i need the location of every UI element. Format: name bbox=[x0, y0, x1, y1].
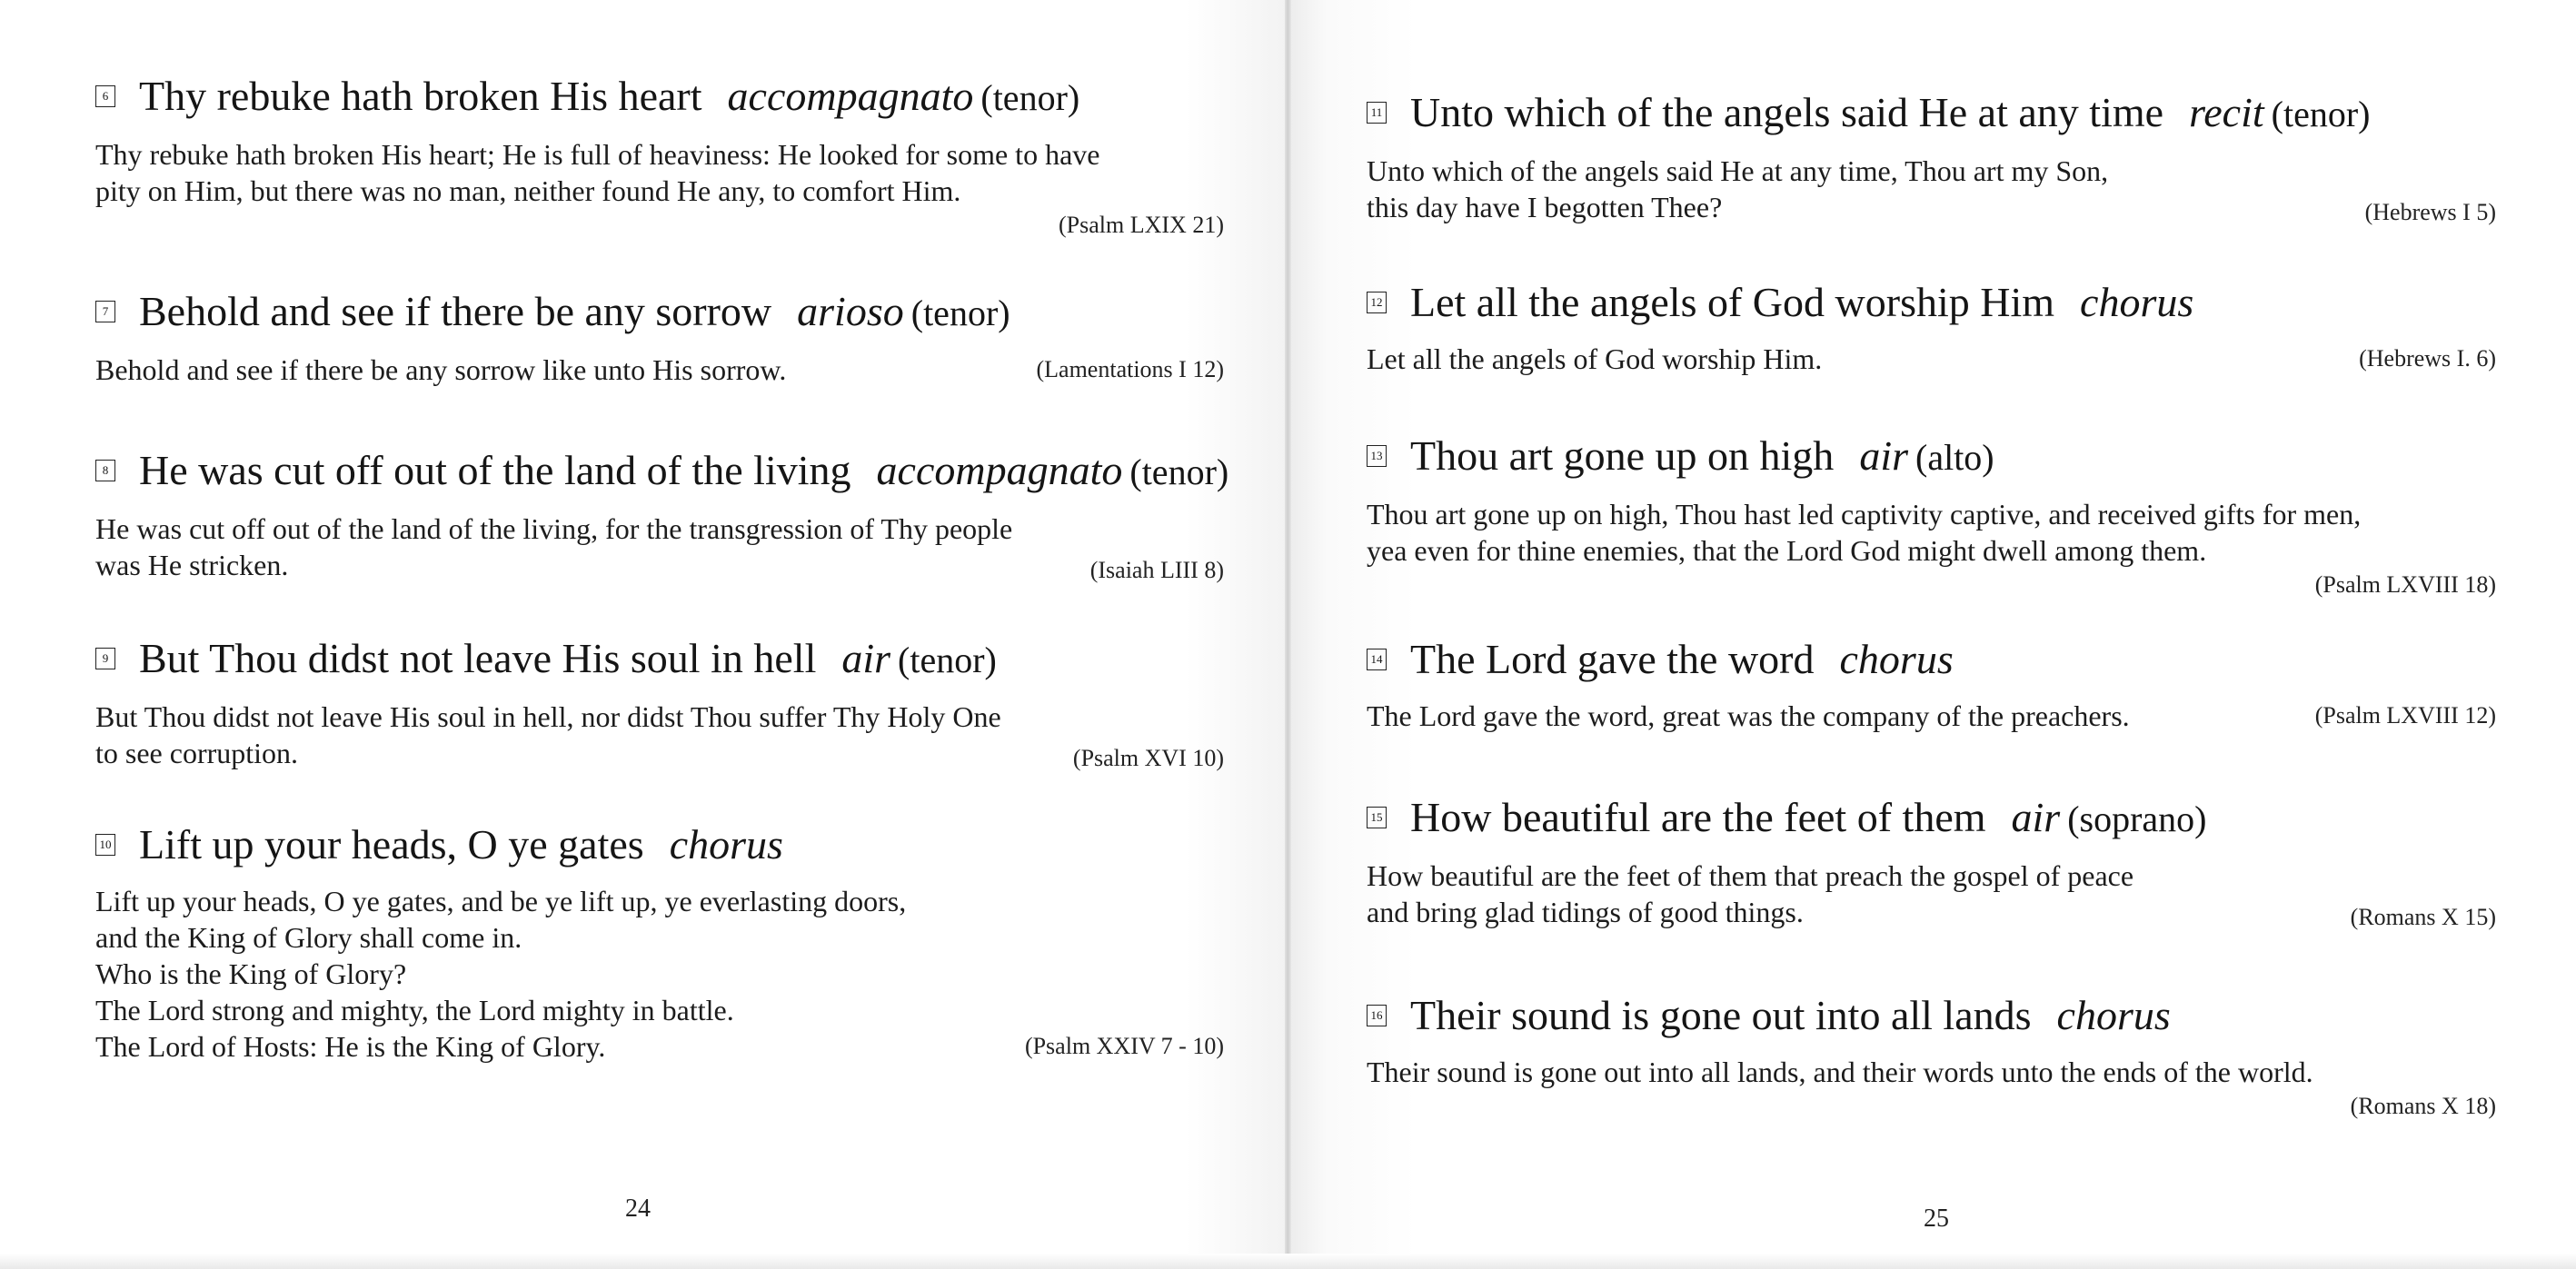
movement-number-box: 16 bbox=[1367, 1005, 1387, 1026]
movement-7 bbox=[95, 286, 1224, 388]
movement-voice: (tenor) bbox=[2271, 94, 2371, 134]
movement-text bbox=[1367, 153, 2496, 225]
movement-16 bbox=[1367, 990, 2496, 1123]
text-line-content: pity on Him, but there was no man, neither found He any, to comfort Him. bbox=[95, 174, 961, 207]
text-line bbox=[1367, 1054, 2496, 1090]
movement-title: He was cut off out of the land of the living bbox=[139, 447, 851, 493]
text-line bbox=[95, 956, 1224, 992]
movement-heading bbox=[95, 445, 1229, 498]
movement-form: chorus bbox=[1839, 636, 1954, 682]
movement-heading bbox=[95, 286, 1224, 339]
text-line-content: The Lord strong and mighty, the Lord mighty in battle. bbox=[95, 994, 734, 1026]
movement-number-box: 13 bbox=[1367, 445, 1387, 467]
scripture-reference: (Psalm XVI 10) bbox=[1072, 745, 1224, 771]
movement-number-box: 10 bbox=[95, 834, 115, 856]
movement-number-box: 7 bbox=[95, 301, 115, 322]
movement-number-box: 8 bbox=[95, 460, 115, 481]
movement-form: chorus bbox=[669, 821, 783, 867]
text-line-content: The Lord of Hosts: He is the King of Glory. bbox=[95, 1030, 606, 1063]
text-line-content: Behold and see if there be any sorrow like unto His sorrow. bbox=[95, 353, 787, 386]
movement-form: accompagnato bbox=[876, 447, 1123, 493]
text-line-content: He was cut off out of the land of the living, for the transgression of Thy people bbox=[95, 512, 1013, 545]
movement-title: Their sound is gone out into all lands bbox=[1410, 992, 2032, 1038]
text-line bbox=[95, 919, 1224, 956]
movement-9 bbox=[95, 633, 1224, 771]
movement-text bbox=[95, 883, 1224, 1065]
text-line-content: Let all the angels of God worship Him. bbox=[1367, 342, 1823, 375]
text-line bbox=[1367, 894, 2496, 930]
movement-15 bbox=[1367, 792, 2496, 930]
movement-form: accompagnato bbox=[727, 73, 974, 119]
movement-text bbox=[1367, 698, 2496, 734]
movement-title: But Thou didst not leave His soul in hell bbox=[139, 635, 817, 681]
movement-heading bbox=[95, 633, 1224, 686]
text-line bbox=[1367, 858, 2496, 894]
text-line bbox=[95, 352, 1224, 388]
movement-12 bbox=[1367, 277, 2496, 377]
text-line bbox=[95, 992, 1224, 1028]
movement-title: How beautiful are the feet of them bbox=[1410, 794, 1986, 840]
scripture-reference: (Hebrews I. 6) bbox=[2359, 345, 2496, 372]
movement-form: air bbox=[2011, 794, 2061, 840]
scripture-reference: (Romans X 15) bbox=[2350, 904, 2496, 930]
scripture-reference: (Romans X 18) bbox=[2350, 1093, 2496, 1119]
movement-title: Lift up your heads, O ye gates bbox=[139, 821, 644, 867]
movement-heading bbox=[95, 71, 1224, 124]
movement-voice: (soprano) bbox=[2067, 798, 2207, 839]
movement-heading bbox=[1367, 87, 2496, 140]
text-line-content: But Thou didst not leave His soul in hell, nor didst Thou suffer Thy Holy One bbox=[95, 700, 1001, 733]
text-line-content: was He stricken. bbox=[95, 549, 289, 581]
text-line bbox=[95, 699, 1224, 735]
text-line-content: this day have I begotten Thee? bbox=[1367, 191, 1723, 223]
text-line bbox=[95, 511, 1224, 547]
text-line bbox=[95, 1028, 1224, 1065]
movement-number-box: 14 bbox=[1367, 649, 1387, 670]
movement-text bbox=[95, 699, 1224, 771]
page-bottom-edge bbox=[0, 1254, 2576, 1269]
movement-heading bbox=[1367, 431, 2496, 483]
text-line bbox=[95, 547, 1224, 583]
movement-heading bbox=[1367, 277, 2496, 328]
movement-form: air bbox=[841, 635, 891, 681]
movement-heading bbox=[1367, 634, 2496, 685]
right-page bbox=[1288, 0, 2576, 1269]
text-line-content: Thou art gone up on high, Thou hast led captivity captive, and received gifts for men, bbox=[1367, 498, 2362, 530]
text-line bbox=[95, 173, 1224, 209]
text-line-content: to see corruption. bbox=[95, 737, 299, 769]
movement-number-box: 12 bbox=[1367, 292, 1387, 313]
movement-number-box: 9 bbox=[95, 648, 115, 669]
movement-heading bbox=[1367, 990, 2496, 1041]
scripture-reference: (Psalm LXVIII 12) bbox=[2314, 702, 2496, 729]
movement-title: Unto which of the angels said He at any time bbox=[1410, 89, 2164, 135]
text-line bbox=[1367, 189, 2496, 225]
movement-title: Thy rebuke hath broken His heart bbox=[139, 73, 702, 119]
movement-form: arioso bbox=[797, 288, 904, 334]
text-line-content: Unto which of the angels said He at any time, Thou art my Son, bbox=[1367, 154, 2109, 187]
movement-11 bbox=[1367, 87, 2496, 225]
movement-6 bbox=[95, 71, 1224, 242]
text-line-content: Lift up your heads, O ye gates, and be ye lift up, ye everlasting doors, bbox=[95, 885, 907, 917]
movement-10 bbox=[95, 819, 1224, 1065]
scripture-reference: (Lamentations I 12) bbox=[1036, 356, 1224, 382]
text-line bbox=[95, 735, 1224, 771]
scripture-reference: (Psalm XXIV 7 - 10) bbox=[1024, 1033, 1224, 1059]
movement-number-box: 15 bbox=[1367, 807, 1387, 828]
movement-number-box: 6 bbox=[95, 85, 115, 107]
movement-8 bbox=[95, 445, 1229, 583]
text-line bbox=[95, 136, 1224, 173]
page-number: 25 bbox=[1924, 1205, 1949, 1233]
movement-text bbox=[95, 352, 1224, 388]
movement-text bbox=[95, 511, 1224, 583]
movement-voice: (alto) bbox=[1915, 437, 1994, 478]
scripture-reference: (Psalm LXVIII 18) bbox=[2314, 571, 2496, 598]
movement-title: Let all the angels of God worship Him bbox=[1410, 279, 2055, 325]
movement-form: air bbox=[1859, 432, 1908, 479]
text-line-content: and the King of Glory shall come in. bbox=[95, 921, 522, 954]
movement-title: Thou art gone up on high bbox=[1410, 432, 1835, 479]
text-line-content: and bring glad tidings of good things. bbox=[1367, 896, 1804, 928]
movement-voice: (tenor) bbox=[1129, 451, 1229, 492]
movement-14 bbox=[1367, 634, 2496, 734]
scripture-reference: (Hebrews I 5) bbox=[2364, 199, 2496, 225]
movement-form: recit bbox=[2189, 89, 2264, 135]
movement-voice: (tenor) bbox=[898, 639, 997, 680]
movement-number-box: 11 bbox=[1367, 102, 1387, 124]
scripture-reference: (Isaiah LIII 8) bbox=[1089, 557, 1224, 583]
text-line bbox=[1367, 532, 2496, 569]
text-line-content: Who is the King of Glory? bbox=[95, 957, 407, 990]
movement-13 bbox=[1367, 431, 2496, 601]
scripture-reference: (Psalm LXIX 21) bbox=[1059, 212, 1224, 238]
text-line bbox=[1367, 496, 2496, 532]
movement-voice: (tenor) bbox=[980, 77, 1080, 118]
text-line-content: Their sound is gone out into all lands, and their words unto the ends of the world. bbox=[1367, 1056, 2313, 1088]
movement-form: chorus bbox=[2056, 992, 2171, 1038]
text-line bbox=[1367, 153, 2496, 189]
text-line-content: How beautiful are the feet of them that preach the gospel of peace bbox=[1367, 859, 2134, 892]
movement-heading bbox=[95, 819, 1224, 870]
movement-title: The Lord gave the word bbox=[1410, 636, 1815, 682]
movement-voice: (tenor) bbox=[910, 292, 1010, 333]
text-line bbox=[1367, 698, 2496, 734]
movement-text bbox=[1367, 496, 2496, 601]
text-line-content: yea even for thine enemies, that the Lord God might dwell among them. bbox=[1367, 534, 2207, 567]
movement-heading bbox=[1367, 792, 2496, 845]
text-line bbox=[95, 883, 1224, 919]
movement-text bbox=[1367, 1054, 2496, 1123]
text-line-content: Thy rebuke hath broken His heart; He is full of heaviness: He looked for some to have bbox=[95, 138, 1100, 171]
movement-text bbox=[1367, 858, 2496, 930]
page-number: 24 bbox=[625, 1195, 651, 1223]
text-line bbox=[1367, 341, 2496, 377]
movement-form: chorus bbox=[2080, 279, 2194, 325]
text-line-content: The Lord gave the word, great was the company of the preachers. bbox=[1367, 699, 2130, 732]
movement-text bbox=[1367, 341, 2496, 377]
book-gutter bbox=[1285, 0, 1292, 1269]
movement-title: Behold and see if there be any sorrow bbox=[139, 288, 772, 334]
movement-text bbox=[95, 136, 1224, 242]
